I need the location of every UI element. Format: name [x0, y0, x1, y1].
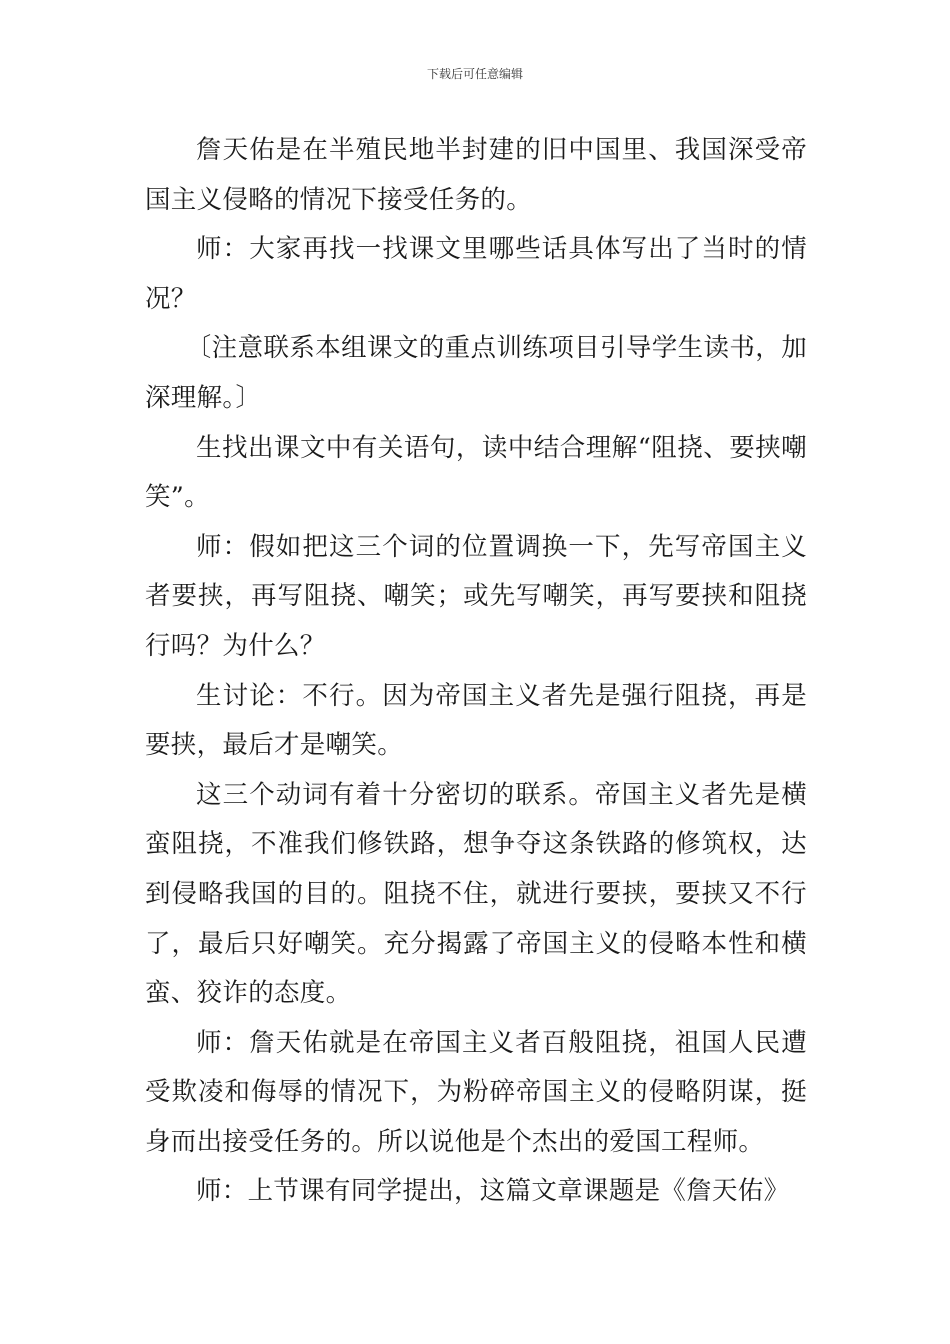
paragraph: 师：大家再找一找课文里哪些话具体写出了当时的情况？ — [145, 234, 807, 314]
page-header: 下载后可任意编辑 — [426, 67, 523, 81]
paragraph: 这三个动词有着十分密切的联系。帝国主义者先是横蛮阻挠，不准我们修铁路，想争夺这条铁路的修筑权，达到侵略我国的目的。阻挠不住，就进行要挟，要挟又不行了，最后只好嘲笑。充分揭露了帝国主义的侵略本性和横蛮、狡诈的态度。 — [145, 779, 807, 1009]
paragraph: 师：詹天佑就是在帝国主义者百般阻挠，祖国人民遭受欺凌和侮辱的情况下，为粉碎帝国主义的侵略阴谋，挺身而出接受任务的。所以说他是个杰出的爱国工程师。 — [145, 1027, 807, 1157]
paragraph: 〔注意联系本组课文的重点训练项目引导学生读书，加深理解。〕 — [145, 333, 807, 413]
paragraph: 师：上节课有同学提出，这篇文章课题是《詹天佑》 — [196, 1176, 790, 1207]
paragraph: 生找出课文中有关语句，读中结合理解“阻挠、要挟嘲笑”。 — [145, 432, 807, 513]
paragraph: 师：假如把这三个词的位置调换一下，先写帝国主义者要挟，再写阻挠、嘲笑；或先写嘲笑，再写要挟和阻挠行吗？为什么？ — [145, 531, 807, 661]
document-body — [145, 126, 807, 1217]
paragraph: 生讨论：不行。因为帝国主义者先是强行阻挠，再是要挟，最后才是嘲笑。 — [145, 680, 807, 761]
paragraph: 詹天佑是在半殖民地半封建的旧中国里、我国深受帝国主义侵略的情况下接受任务的。 — [145, 135, 807, 215]
